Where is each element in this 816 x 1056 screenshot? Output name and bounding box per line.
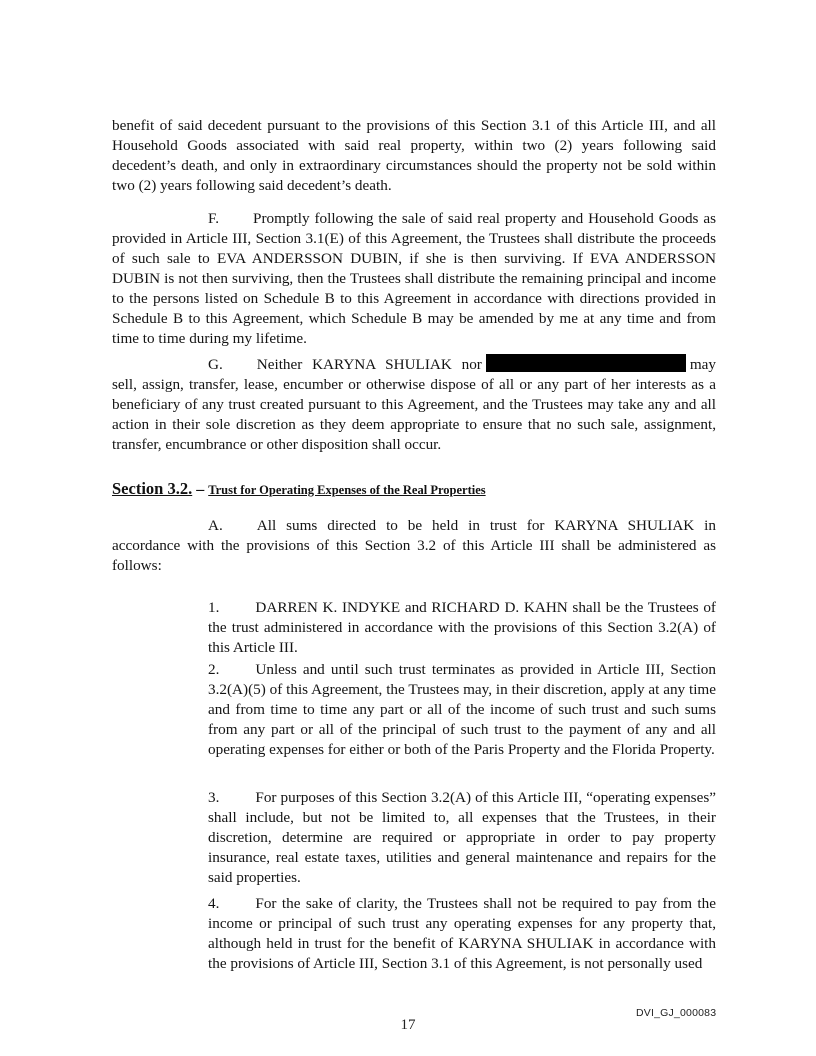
- list-item-1-text: DARREN K. INDYKE and RICHARD D. KAHN shall be the Trustees of the trust administered in accordance with the provisions of this Section 3.2(A) of this Article III.: [208, 599, 716, 656]
- paragraph-a: [112, 516, 716, 576]
- list-item-4-text: For the sake of clarity, the Trustees shall not be required to pay from the income or principal of such trust any operating expenses for any property that, although held in trust for the benefit of KARYNA SHULIAK in accordance with the provisions of Article III, Section 3.1 of this Agreement, is not personally used: [208, 895, 716, 972]
- redaction-box: [486, 354, 686, 372]
- paragraph-f-text: Promptly following the sale of said real property and Household Goods as provided in Article III, Section 3.1(E) of this Agreement, the Trustees shall distribute the proceeds of such sale to EVA ANDERSSON DUBIN, if she is then surviving. If EVA ANDERSSON DUBIN is not then surviving, then the Trustees shall distribute the remaining principal and income to the persons listed on Schedule B to this Agreement in accordance with directions provided in Schedule B to this Agreement, which Schedule B may be amended by me at any time and from time to time during my lifetime.: [112, 210, 716, 347]
- section-title: Trust for Operating Expenses of the Real Properties: [208, 483, 486, 497]
- paragraph-continuation-text: benefit of said decedent pursuant to the provisions of this Section 3.1 of this Article III, and all Household Goods associated with said real property, within two (2) years following said decedent’s death, and only in extraordinary circumstances should the property not be sold within two (2) years following said decedent’s death.: [112, 117, 716, 194]
- list-item-4-number: 4.: [208, 895, 220, 912]
- paragraph-g: [112, 354, 716, 455]
- paragraph-f: [112, 209, 716, 349]
- section-dash: –: [196, 481, 205, 498]
- list-item-1-number: 1.: [208, 599, 220, 616]
- bates-number: DVI_GJ_000083: [636, 1007, 717, 1019]
- list-item-2: [208, 660, 716, 760]
- paragraph-continuation: [112, 116, 716, 196]
- list-item-1: [208, 598, 716, 658]
- paragraph-a-letter: A.: [208, 517, 223, 534]
- list-item-3-number: 3.: [208, 789, 220, 806]
- paragraph-g-text-before: Neither KARYNA SHULIAK nor: [256, 356, 482, 373]
- list-item-3-text: For purposes of this Section 3.2(A) of this Article III, “operating expenses” shall include, but not be limited to, all expenses that the Trustees, in their discretion, determine are required or appropriate in order to pay property insurance, real estate taxes, utilities and general maintenance and repairs for the said properties.: [208, 789, 716, 886]
- paragraph-g-text-after: may sell, assign, transfer, lease, encumber or otherwise dispose of all or any part of her interests as a beneficiary of any trust created pursuant to this Agreement, and the Trustees may take any and all action in their sole discretion as they deem appropriate to ensure that no such sale, assignment, transfer, encumbrance or other disposition shall occur.: [112, 356, 716, 453]
- list-item-3: [208, 788, 716, 888]
- section-number: Section 3.2.: [112, 479, 193, 498]
- section-heading: [112, 479, 486, 499]
- paragraph-g-letter: G.: [208, 356, 223, 373]
- list-item-4: [208, 894, 716, 974]
- paragraph-a-text: All sums directed to be held in trust for KARYNA SHULIAK in accordance with the provisions of this Section 3.2 of this Article III shall be administered as follows:: [112, 517, 716, 574]
- list-item-2-text: Unless and until such trust terminates as provided in Article III, Section 3.2(A)(5) of this Agreement, the Trustees may, in their discretion, apply at any time and from time to time any part or all of the income of such trust and such sums from any part or all of the principal of such trust to the payment of any and all operating expenses for either or both of the Paris Property and the Florida Property.: [208, 661, 716, 758]
- page-number: 17: [400, 1017, 416, 1033]
- list-item-2-number: 2.: [208, 661, 220, 678]
- paragraph-f-letter: F.: [208, 210, 220, 227]
